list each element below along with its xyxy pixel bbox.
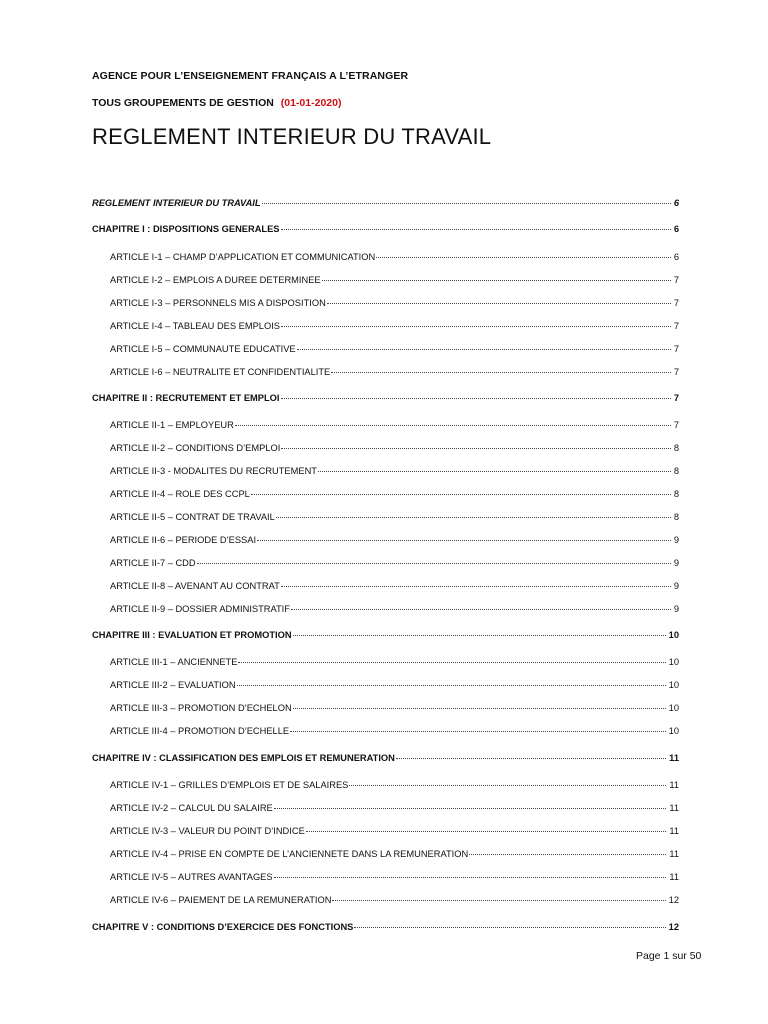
toc-dot-leader: [376, 256, 671, 258]
toc-entry-label: ARTICLE II-9 – DOSSIER ADMINISTRATIF: [110, 604, 290, 614]
toc-entry-label: ARTICLE II-3 - MODALITES DU RECRUTEMENT: [110, 466, 317, 476]
toc-article-entry[interactable]: [110, 343, 679, 355]
toc-entry-label: ARTICLE I-2 – EMPLOIS A DUREE DETERMINEE: [110, 275, 321, 285]
toc-entry-label: CHAPITRE IV : CLASSIFICATION DES EMPLOIS ET REMUNERATION: [92, 753, 395, 763]
toc-article-entry[interactable]: [110, 656, 679, 668]
toc-dot-leader: [274, 807, 667, 809]
toc-entry-page: 9: [673, 604, 679, 614]
toc-article-entry[interactable]: [110, 848, 679, 860]
toc-entry-page: 11: [669, 803, 679, 813]
toc-entry-page: 9: [673, 535, 679, 545]
toc-dot-leader: [331, 371, 671, 373]
toc-entry-page: 7: [673, 367, 679, 377]
toc-entry-label: ARTICLE II-8 – AVENANT AU CONTRAT: [110, 581, 280, 591]
toc-entry-page: 8: [673, 466, 679, 476]
toc-article-entry[interactable]: [110, 779, 679, 791]
toc-dot-leader: [197, 562, 671, 564]
effective-date: (01-01-2020): [280, 97, 342, 109]
toc-entry-page: 7: [673, 321, 679, 331]
toc-dot-leader: [281, 325, 671, 327]
toc-entry-label: ARTICLE I-6 – NEUTRALITE ET CONFIDENTIALITE: [110, 367, 331, 377]
toc-dot-leader: [251, 493, 671, 495]
toc-entry-label: ARTICLE IV-5 – AUTRES AVANTAGES: [110, 872, 273, 882]
toc-entry-page: 8: [673, 512, 679, 522]
toc-entry-label: ARTICLE I-1 – CHAMP D’APPLICATION ET COMMUNICATION: [110, 252, 376, 262]
toc-dot-leader: [306, 830, 667, 832]
toc-entry-label: ARTICLE IV-1 – GRILLES D’EMPLOIS ET DE SALAIRES: [110, 780, 349, 790]
toc-entry-label: ARTICLE I-4 – TABLEAU DES EMPLOIS: [110, 321, 280, 331]
toc-entry-label: ARTICLE II-7 – CDD: [110, 558, 196, 568]
toc-article-entry[interactable]: [110, 488, 679, 500]
toc-dot-leader: [281, 585, 671, 587]
toc-entry-page: 11: [669, 826, 679, 836]
toc-dot-leader: [276, 516, 671, 518]
toc-entry-page: 10: [668, 630, 679, 640]
toc-article-entry[interactable]: [110, 894, 679, 906]
toc-entry-label: REGLEMENT INTERIEUR DU TRAVAIL: [92, 198, 261, 208]
toc-entry-label: ARTICLE III-3 – PROMOTION D’ECHELON: [110, 703, 292, 713]
toc-entry-page: 10: [668, 703, 679, 713]
toc-article-entry[interactable]: [110, 603, 679, 615]
toc-article-entry[interactable]: [110, 297, 679, 309]
document-title: REGLEMENT INTERIEUR DU TRAVAIL: [92, 124, 492, 149]
toc-entry-page: 11: [669, 753, 679, 763]
toc-entry-label: ARTICLE II-5 – CONTRAT DE TRAVAIL: [110, 512, 275, 522]
toc-dot-leader: [396, 757, 666, 759]
page-number: Page 1 sur 50: [636, 950, 702, 962]
toc-article-entry[interactable]: [110, 580, 679, 592]
toc-chapter-entry[interactable]: [92, 629, 679, 641]
toc-entry-page: 6: [673, 198, 679, 208]
toc-entry-page: 10: [668, 680, 679, 690]
toc-entry-label: ARTICLE IV-3 – VALEUR DU POINT D’INDICE: [110, 826, 305, 836]
toc-entry-page: 11: [669, 872, 679, 882]
toc-chapter-entry[interactable]: [92, 921, 679, 933]
toc-chapter-entry[interactable]: [92, 392, 679, 404]
management-group-line: [92, 97, 341, 109]
toc-dot-leader: [322, 279, 671, 281]
toc-entry-page: 9: [673, 558, 679, 568]
toc-entry-label: ARTICLE II-6 – PERIODE D’ESSAI: [110, 535, 257, 545]
management-group: TOUS GROUPEMENTS DE GESTION: [92, 97, 274, 109]
toc-article-entry[interactable]: [110, 534, 679, 546]
toc-dot-leader: [327, 302, 671, 304]
toc-entry-label: ARTICLE IV-6 – PAIEMENT DE LA REMUNERATION: [110, 895, 332, 905]
toc-entry-page: 7: [673, 393, 679, 403]
toc-dot-leader: [235, 424, 671, 426]
toc-entry-label: ARTICLE I-5 – COMMUNAUTE EDUCATIVE: [110, 344, 296, 354]
toc-entry-label: CHAPITRE II : RECRUTEMENT ET EMPLOI: [92, 393, 280, 403]
toc-entry-page: 10: [668, 657, 679, 667]
toc-dot-leader: [293, 634, 666, 636]
toc-article-entry[interactable]: [110, 442, 679, 454]
toc-article-entry[interactable]: [110, 274, 679, 286]
toc-dot-leader: [290, 730, 666, 732]
toc-entry-label: ARTICLE III-2 – EVALUATION: [110, 680, 236, 690]
toc-dot-leader: [332, 899, 665, 901]
toc-entry-page: 8: [673, 443, 679, 453]
toc-article-entry[interactable]: [110, 366, 679, 378]
toc-entry-page: 9: [673, 581, 679, 591]
toc-article-entry[interactable]: [110, 871, 679, 883]
toc-entry-label: ARTICLE II-1 – EMPLOYEUR: [110, 420, 234, 430]
toc-dot-leader: [293, 707, 666, 709]
toc-entry-page: 12: [668, 895, 679, 905]
toc-entry-label: ARTICLE III-4 – PROMOTION D’ECHELLE: [110, 726, 290, 736]
toc-dot-leader: [274, 876, 667, 878]
toc-entry-page: 10: [668, 726, 679, 736]
toc-dot-leader: [281, 447, 671, 449]
toc-article-entry[interactable]: [110, 802, 679, 814]
toc-entry-label: CHAPITRE I : DISPOSITIONS GENERALES: [92, 224, 280, 234]
toc-entry-page: 8: [673, 489, 679, 499]
toc-chapter-entry[interactable]: [92, 197, 679, 209]
toc-entry-page: 11: [669, 780, 679, 790]
toc-entry-label: ARTICLE IV-4 – PRISE EN COMPTE DE L’ANCIENNETE DANS LA REMUNERATION: [110, 849, 469, 859]
toc-entry-label: ARTICLE II-2 – CONDITIONS D’EMPLOI: [110, 443, 281, 453]
toc-entry-page: 6: [673, 252, 679, 262]
toc-entry-label: CHAPITRE V : CONDITIONS D’EXERCICE DES FONCTIONS: [92, 922, 354, 932]
toc-dot-leader: [257, 539, 671, 541]
toc-dot-leader: [281, 228, 671, 230]
toc-entry-page: 7: [673, 344, 679, 354]
toc-entry-label: ARTICLE II-4 – ROLE DES CCPL: [110, 489, 250, 499]
toc-dot-leader: [349, 784, 666, 786]
toc-entry-page: 11: [669, 849, 679, 859]
toc-dot-leader: [291, 608, 671, 610]
toc-entry-label: ARTICLE IV-2 – CALCUL DU SALAIRE: [110, 803, 273, 813]
toc-entry-page: 7: [673, 275, 679, 285]
toc-entry-page: 7: [673, 298, 679, 308]
toc-article-entry[interactable]: [110, 825, 679, 837]
toc-chapter-entry[interactable]: [92, 752, 679, 764]
toc-article-entry[interactable]: [110, 679, 679, 691]
toc-article-entry[interactable]: [110, 557, 679, 569]
toc-dot-leader: [237, 684, 666, 686]
toc-article-entry[interactable]: [110, 419, 679, 431]
toc-dot-leader: [238, 661, 665, 663]
toc-article-entry[interactable]: [110, 511, 679, 523]
toc-entry-label: ARTICLE I-3 – PERSONNELS MIS A DISPOSITION: [110, 298, 326, 308]
toc-dot-leader: [318, 470, 671, 472]
toc-article-entry[interactable]: [110, 320, 679, 332]
toc-dot-leader: [354, 926, 665, 928]
toc-dot-leader: [297, 348, 671, 350]
toc-article-entry[interactable]: [110, 702, 679, 714]
toc-dot-leader: [262, 202, 671, 204]
toc-article-entry[interactable]: [110, 725, 679, 737]
agency-name: AGENCE POUR L’ENSEIGNEMENT FRANÇAIS A L’ETRANGER: [92, 70, 409, 82]
toc-entry-page: 7: [673, 420, 679, 430]
toc-entry-label: ARTICLE III-1 – ANCIENNETE: [110, 657, 238, 667]
toc-entry-label: CHAPITRE III : EVALUATION ET PROMOTION: [92, 630, 292, 640]
toc-dot-leader: [281, 397, 671, 399]
toc-article-entry[interactable]: [110, 251, 679, 263]
toc-entry-page: 6: [673, 224, 679, 234]
toc-article-entry[interactable]: [110, 465, 679, 477]
toc-chapter-entry[interactable]: [92, 223, 679, 235]
toc-entry-page: 12: [668, 922, 679, 932]
toc-dot-leader: [469, 853, 666, 855]
